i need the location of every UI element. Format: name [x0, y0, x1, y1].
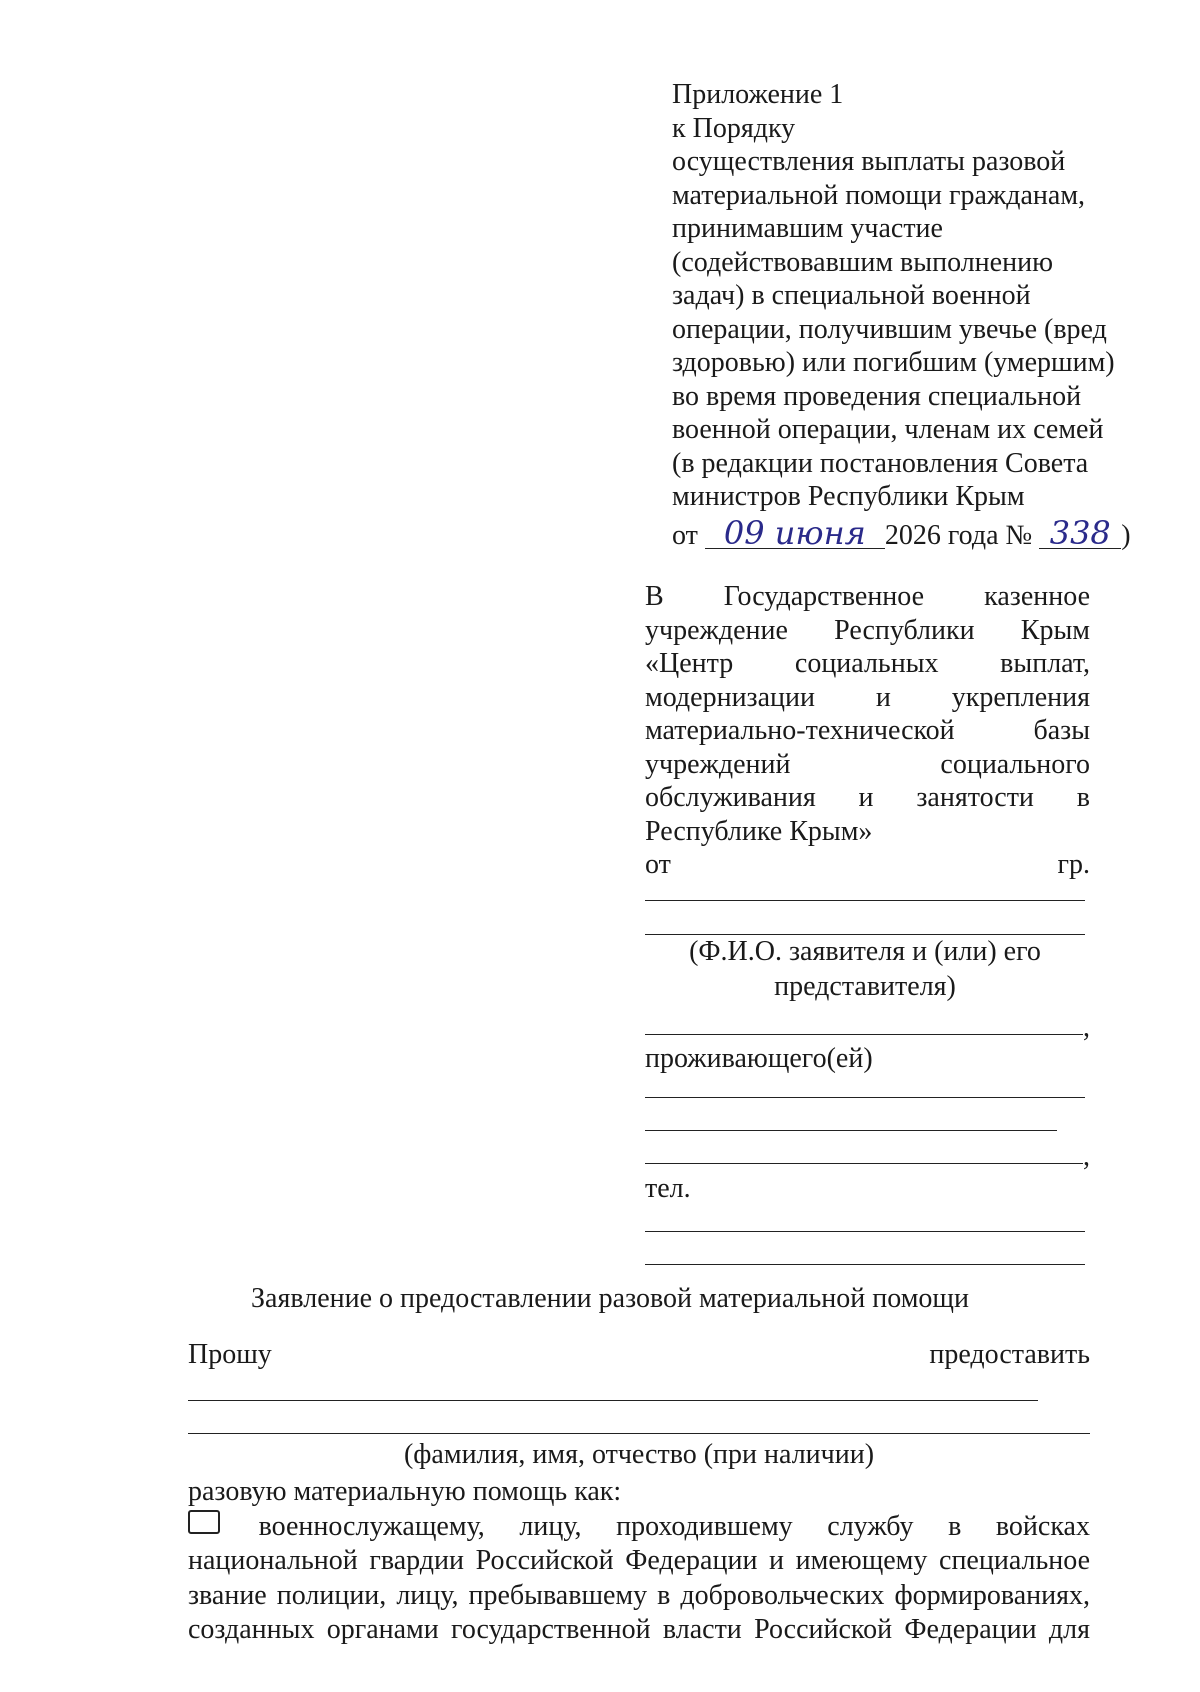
statement-body — [188, 1475, 1090, 1648]
recipient-name-field[interactable] — [188, 1400, 1038, 1401]
ask-right: предоставить — [929, 1339, 1090, 1370]
addressee-word: модернизации — [645, 681, 815, 713]
addressee-word: выплат, — [1000, 648, 1090, 679]
ask-row — [188, 1338, 1090, 1372]
option-checkbox[interactable] — [188, 1510, 220, 1534]
option-word: проходившему — [616, 1510, 793, 1542]
citizen-label: гр. — [1057, 849, 1090, 880]
appendix-line: материальной помощи гражданам, — [672, 179, 1086, 211]
addressee-word: казенное — [984, 581, 1090, 612]
addressee-word: социальных — [794, 648, 939, 679]
addressee-word: Республики — [834, 614, 975, 646]
addressee-block — [645, 580, 1090, 882]
addressee-word: учреждений — [645, 748, 791, 780]
addressee-line — [645, 647, 1090, 681]
addressee-word: занятости — [916, 782, 1034, 813]
address-field[interactable] — [645, 1097, 1085, 1098]
comma: , — [1083, 1141, 1090, 1172]
statement-intro: разовую материальную помощь как: — [188, 1476, 622, 1507]
handwritten-date: 09 июня — [705, 518, 885, 549]
option-line: созданных органами государственной власти Российской Федерации для — [188, 1614, 1090, 1645]
option-line — [188, 1510, 1090, 1545]
applicant-extra-field[interactable] — [645, 1034, 1083, 1035]
appendix-line: военной операции, членам их семей — [672, 414, 1104, 445]
phone-field[interactable] — [645, 1231, 1085, 1232]
addressee-line — [645, 681, 1090, 715]
addressee-line — [645, 580, 1090, 614]
option-line: национальной гвардии Российской Федерации и имеющему специальное — [188, 1545, 1090, 1576]
date-year: 2026 года № — [884, 519, 1033, 551]
appendix-line: министров Республики Крым — [672, 481, 1025, 512]
appendix-line: осуществления выплаты разовой — [672, 146, 1066, 177]
addressee-line: Республике Крым» — [645, 815, 873, 847]
addressee-word: материально-технической — [645, 715, 955, 746]
addressee-line — [645, 748, 1090, 782]
addressee-line — [645, 781, 1090, 815]
addressee-word: и — [858, 782, 874, 813]
addressee-word: базы — [1033, 715, 1090, 746]
addressee-word: социального — [940, 748, 1090, 780]
option-word: войсках — [995, 1510, 1090, 1542]
comma: , — [1083, 1012, 1090, 1043]
appendix-line: Приложение 1 — [672, 79, 844, 110]
statement-title: Заявление о предоставлении разовой материальной помощи — [251, 1283, 969, 1314]
appendix-line: принимавшим участие — [672, 213, 943, 244]
addressee-word: учреждение — [645, 614, 788, 646]
appendix-line: (в редакции постановления Совета — [672, 447, 1089, 479]
closing-paren: ) — [1121, 519, 1131, 551]
appendix-line: задач) в специальной военной — [672, 280, 1031, 311]
resolution-date-line — [672, 513, 1152, 553]
address-field[interactable] — [645, 1130, 1057, 1131]
address-field[interactable] — [645, 1163, 1083, 1164]
option-word: военнослужащему, — [258, 1510, 485, 1542]
handwritten-number: 338 — [1039, 518, 1121, 549]
addressee-word: «Центр — [645, 648, 734, 679]
appendix-line: операции, получившим увечье (вред — [672, 313, 1107, 345]
fio-caption — [645, 934, 1085, 1004]
appendix-line: (содействовавшим выполнению — [672, 246, 1053, 278]
ask-left: Прошу — [188, 1339, 272, 1370]
from-label: от — [645, 849, 671, 880]
addressee-word: Крым — [1020, 614, 1090, 646]
residing-label: проживающего(ей) — [645, 1043, 873, 1074]
addressee-word: В — [645, 581, 664, 612]
option-line: звание полиции, лицу, пребывавшему в добровольческих формированиях, — [188, 1579, 1090, 1611]
appendix-line: во время проведения специальной — [672, 380, 1082, 412]
date-prefix: от — [672, 519, 698, 551]
name-caption: (фамилия, имя, отчество (при наличии) — [403, 1439, 875, 1470]
addressee-word: обслуживания — [645, 782, 816, 813]
option-word: лицу, — [519, 1510, 582, 1542]
option-word: службу — [827, 1510, 914, 1542]
addressee-word: в — [1076, 782, 1090, 813]
appendix-header — [672, 78, 1152, 552]
from-line — [645, 848, 1090, 882]
addressee-line — [645, 714, 1090, 748]
addressee-line — [645, 614, 1090, 648]
phone-label: тел. — [645, 1173, 691, 1204]
recipient-name-field[interactable] — [188, 1433, 1090, 1434]
applicant-name-field[interactable] — [645, 900, 1085, 901]
appendix-line: здоровью) или погибшим (умершим) — [672, 347, 1115, 378]
addressee-word: укрепления — [951, 681, 1090, 713]
option-word: в — [948, 1510, 962, 1542]
addressee-word: и — [875, 681, 891, 713]
appendix-line: к Порядку — [672, 112, 796, 144]
fio-caption-line: представителя) — [774, 971, 956, 1002]
fio-caption-line: (Ф.И.О. заявителя и (или) его — [689, 936, 1041, 967]
addressee-word: Государственное — [723, 581, 925, 612]
phone-field[interactable] — [645, 1264, 1085, 1265]
